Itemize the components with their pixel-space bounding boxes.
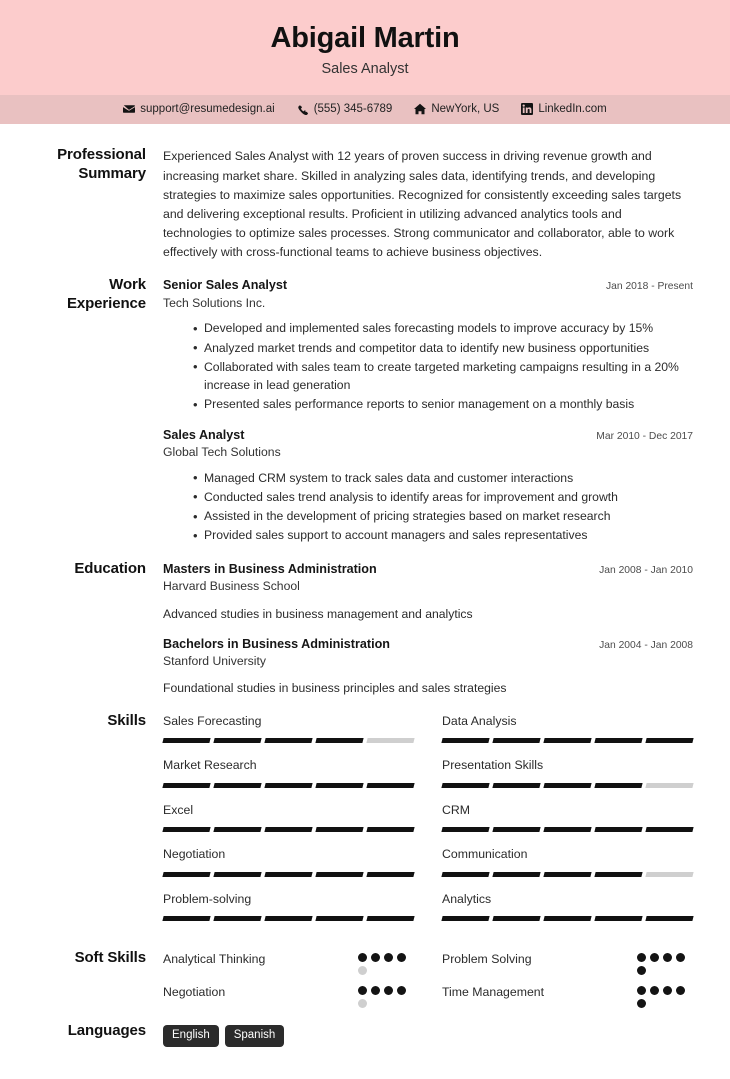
skill-bar-segment [492,827,540,832]
skill-name: Communication [442,847,528,862]
skill-bar-segment [645,827,693,832]
section-languages [37,1022,693,1046]
skill-item [163,846,414,891]
rating-dot [358,953,367,962]
soft-skill-item [163,983,414,1008]
soft-skill-rating [637,983,693,1008]
experience-entry [163,427,693,545]
summary-text: Experienced Sales Analyst with 12 years of proven success in driving revenue growth and increasing market share. Skilled in analyzing sales data, identifying trends, and developing strategies to maximize sales opportunities. Recognized for consistently exceeding sales targets and delivering exceptional results. Proficient in utilizing advanced analytics tools and technologies to optimize sales processes. Strong communicator and collaborator, able to work effectively with cross-functional teams to achieve business objectives. [163,149,682,260]
contact-email-text: support@resumedesign.ai [140,103,275,116]
skill-level-bar [442,827,693,832]
list-item: • Provided sales support to account managers and sales representatives [194,526,693,544]
contact-location[interactable] [414,103,499,115]
education-school: Stanford University [163,653,266,668]
experience-entry-head [163,277,693,293]
skill-name: Market Research [163,758,257,773]
skill-bar-segment [645,872,693,877]
skill-item [442,846,693,891]
skill-item [163,713,414,758]
rating-dot [397,953,406,962]
skill-item [442,713,693,758]
skill-name: Sales Forecasting [163,713,262,728]
education-school: Harvard Business School [163,579,300,594]
skill-item [163,757,414,802]
rating-dot [397,986,406,995]
soft-skill-name: Negotiation [163,985,226,1000]
skill-bar-segment [162,916,210,921]
skill-bar-segment [315,738,363,743]
rating-dot [637,986,646,995]
skill-bar-segment [645,783,693,788]
skill-bar-segment [543,827,591,832]
education-entry-head [163,636,693,652]
skill-bar-segment [162,827,210,832]
education-entry-head [163,561,693,577]
page-title: Abigail Martin [270,22,460,54]
skill-bar-segment [213,783,261,788]
skill-level-bar [442,872,693,877]
experience-company: Tech Solutions Inc. [163,295,266,310]
skill-bar-segment [162,872,210,877]
skill-bar-segment [366,916,414,921]
rating-dot [358,966,367,975]
education-degree: Masters in Business Administration [163,561,377,576]
skill-name: Data Analysis [442,713,517,728]
soft-skills-grid [163,950,693,1008]
skill-bar-segment [264,738,312,743]
experience-entry [163,277,693,413]
experience-date: Jan 2018 - Present [605,281,693,293]
rating-dot [650,986,659,995]
soft-skills-body [163,949,693,1008]
section-professional-summary [37,146,693,262]
skill-bar-segment [315,916,363,921]
skill-bar-segment [594,783,642,788]
experience-job-title: Sales Analyst [163,427,245,442]
education-date: Jan 2004 - Jan 2008 [599,639,693,651]
skill-bar-segment [162,738,210,743]
skill-bar-segment [594,916,642,921]
soft-skill-rating [637,950,693,975]
language-chip: English [163,1025,219,1046]
section-label-experience: Work Experience [66,276,146,312]
education-date: Jan 2008 - Jan 2010 [599,564,693,576]
skill-bar-segment [264,916,312,921]
rating-dot [637,966,646,975]
skill-bar-segment [213,872,261,877]
rating-dot [358,986,367,995]
contact-linkedin[interactable] [521,103,606,115]
skills-grid [163,713,693,936]
phone-icon [297,103,309,115]
experience-bullets [163,469,693,545]
list-item: • Assisted in the development of pricing strategies based on market research [194,507,693,525]
skill-level-bar [163,827,414,832]
list-item: • Managed CRM system to track sales data and customer interactions [194,469,693,487]
resume-header [0,0,730,95]
soft-skill-item [163,950,414,975]
language-chips [163,1023,693,1046]
skill-item [163,802,414,847]
experience-body [163,276,693,545]
skill-item [442,891,693,936]
skill-level-bar [442,783,693,788]
experience-bullets [163,319,693,413]
envelope-icon [123,103,135,115]
rating-dot [650,953,659,962]
skill-bar-segment [594,827,642,832]
skill-bar-segment [645,738,693,743]
summary-body [163,146,693,262]
skill-name: Excel [163,802,194,817]
language-chip: Spanish [225,1025,285,1046]
skill-bar-segment [492,783,540,788]
rating-dot [371,986,380,995]
skill-item [163,891,414,936]
skill-bar-segment [264,872,312,877]
rating-dot [358,999,367,1008]
skill-bar-segment [492,916,540,921]
skill-bar-segment [366,827,414,832]
skill-bar-segment [315,827,363,832]
skill-bar-segment [441,738,489,743]
section-label-summary: Professional Summary [57,146,146,182]
skill-name: CRM [442,802,471,817]
section-skills [37,712,693,936]
rating-dot [384,953,393,962]
skill-bar-segment [213,827,261,832]
skill-item [442,802,693,847]
soft-skill-name: Problem Solving [442,952,532,967]
education-entry [163,561,693,623]
home-icon [414,103,426,115]
skill-bar-segment [162,783,210,788]
skill-bar-segment [264,827,312,832]
skill-level-bar [163,916,414,921]
rating-dot [637,953,646,962]
rating-dot [676,953,685,962]
skill-bar-segment [315,872,363,877]
list-item: • Analyzed market trends and competitor data to identify new business opportunities [194,339,693,357]
education-entry [163,636,693,698]
skill-bar-segment [543,738,591,743]
skill-bar-segment [543,783,591,788]
education-description: Foundational studies in business principles and sales strategies [163,681,507,696]
contact-phone[interactable] [297,103,393,115]
rating-dot [663,953,672,962]
skill-bar-segment [366,738,414,743]
skill-level-bar [442,738,693,743]
skill-item [442,757,693,802]
experience-entry-head [163,427,693,443]
section-soft-skills [37,949,693,1008]
contact-linkedin-text: LinkedIn.com [538,103,607,116]
soft-skill-rating [358,983,414,1008]
section-label-soft-skills: Soft Skills [74,949,146,967]
rating-dot [637,999,646,1008]
skill-bar-segment [441,916,489,921]
list-item: • Collaborated with sales team to create targeted marketing campaigns resulting in a 20% increase in lead generation [194,358,693,395]
soft-skill-item [442,950,693,975]
linkedin-icon [521,103,533,115]
skill-bar-segment [645,916,693,921]
skill-level-bar [163,872,414,877]
skill-bar-segment [492,872,540,877]
contact-phone-text: (555) 345-6789 [313,103,393,116]
contact-location-text: NewYork, US [431,103,500,116]
experience-date: Mar 2010 - Dec 2017 [596,430,693,442]
resume-content [0,124,730,1079]
skill-name: Problem-solving [163,891,252,906]
education-degree: Bachelors in Business Administration [163,636,390,651]
experience-company: Global Tech Solutions [163,445,281,460]
skill-level-bar [163,738,414,743]
section-label-education: Education [74,559,146,577]
list-item: • Developed and implemented sales forecasting models to improve accuracy by 15% [194,319,693,337]
skill-bar-segment [492,738,540,743]
skill-bar-segment [366,783,414,788]
section-education [37,560,693,698]
soft-skill-item [442,983,693,1008]
skill-bar-segment [441,872,489,877]
skill-level-bar [163,783,414,788]
rating-dot [371,953,380,962]
skill-name: Analytics [442,891,492,906]
skill-bar-segment [543,916,591,921]
skill-bar-segment [264,783,312,788]
skill-bar-segment [594,738,642,743]
skill-bar-segment [213,916,261,921]
skill-name: Negotiation [163,847,226,862]
rating-dot [384,986,393,995]
list-item: • Presented sales performance reports to senior management on a monthly basis [194,395,693,413]
skill-bar-segment [543,872,591,877]
languages-body [163,1022,693,1046]
skill-bar-segment [594,872,642,877]
contact-email[interactable] [123,103,274,115]
contact-bar [0,95,730,124]
skill-name: Presentation Skills [442,758,544,773]
list-item: • Conducted sales trend analysis to identify areas for improvement and growth [194,488,693,506]
rating-dot [676,986,685,995]
skill-bar-segment [441,827,489,832]
skills-body [163,712,693,936]
skill-bar-segment [315,783,363,788]
section-work-experience [37,276,693,545]
rating-dot [663,986,672,995]
skill-bar-segment [441,783,489,788]
job-title: Sales Analyst [321,61,409,78]
soft-skill-name: Analytical Thinking [163,952,266,967]
skill-level-bar [442,916,693,921]
education-description: Advanced studies in business management and analytics [163,606,473,621]
experience-job-title: Senior Sales Analyst [163,278,288,293]
section-label-languages: Languages [67,1022,146,1040]
skill-bar-segment [213,738,261,743]
education-body [163,560,693,698]
skill-bar-segment [366,872,414,877]
soft-skill-rating [358,950,414,975]
soft-skill-name: Time Management [442,985,545,1000]
section-label-skills: Skills [107,711,146,729]
